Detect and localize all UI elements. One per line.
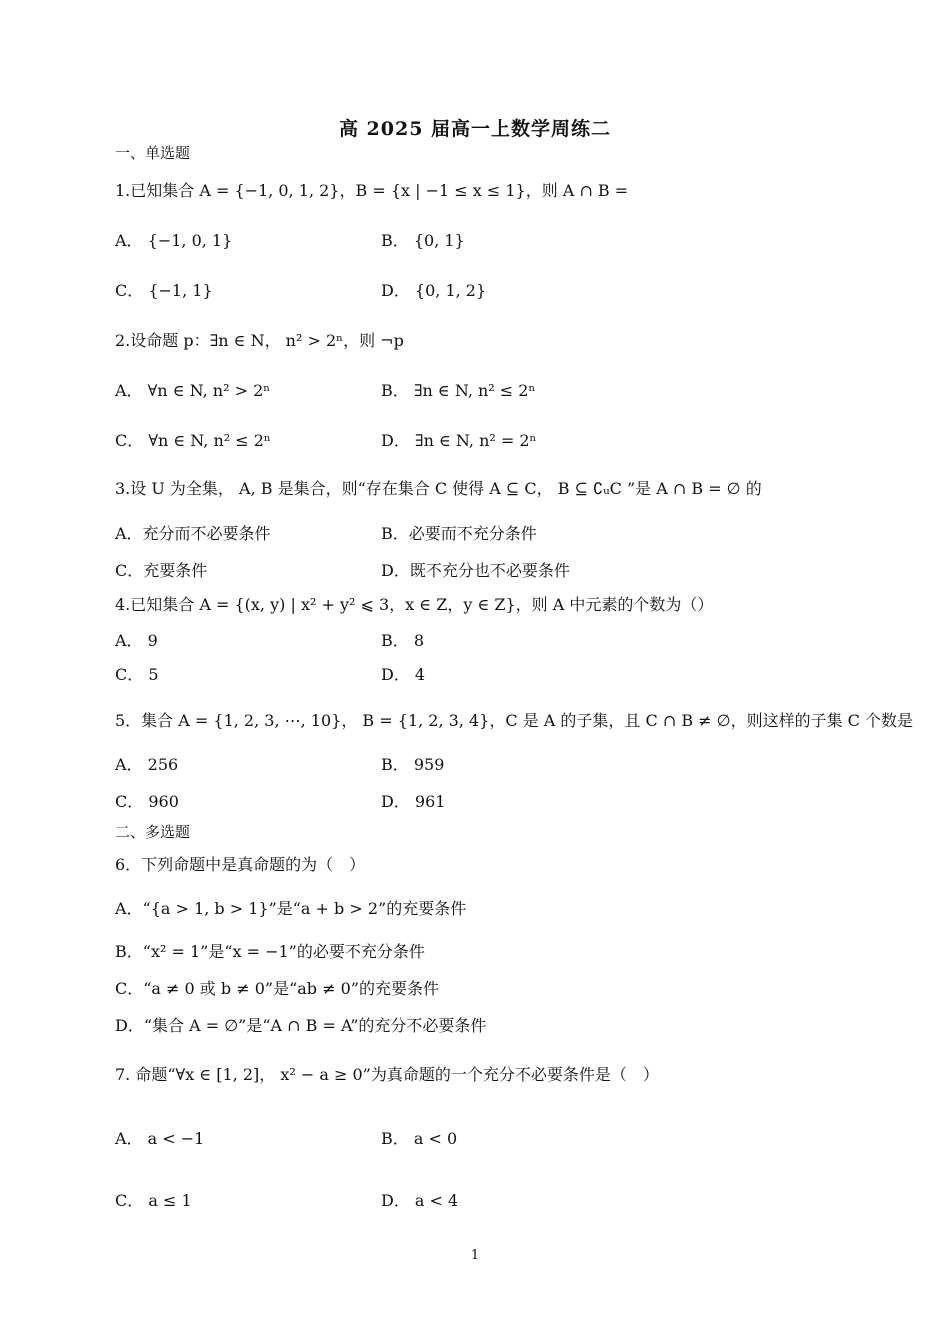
question-4-option-a: A． 9 [115, 631, 158, 650]
question-3-stem: 3.设 U 为全集， A, B 是集合，则“存在集合 C 使得 A ⊆ C， B ⊆ ∁ᵤC ”是 A ∩ B = ∅ 的 [115, 479, 762, 498]
question-2-option-d: D． ∃n ∈ N, n² = 2ⁿ [381, 431, 537, 450]
question-7-stem: 7. 命题“∀x ∈ [1, 2]， x² − a ≥ 0”为真命题的一个充分不必要条件是（ ） [115, 1065, 659, 1084]
question-5-option-a: A． 256 [115, 755, 179, 774]
section-multiple-choice: 二、多选题 [115, 823, 191, 841]
question-6-option-a: A．“{a > 1, b > 1}”是“a + b > 2”的充要条件 [115, 899, 467, 918]
question-2-stem: 2.设命题 p：∃n ∈ N， n² > 2ⁿ，则 ¬p [115, 331, 404, 350]
question-5-stem: 5．集合 A = {1, 2, 3, ⋯, 10}， B = {1, 2, 3, 4}，C 是 A 的子集，且 C ∩ B ≠ ∅，则这样的子集 C 个数是 [115, 711, 914, 730]
question-4-option-c: C． 5 [115, 665, 159, 684]
question-6-option-d: D．“集合 A = ∅”是“A ∩ B = A”的充分不必要条件 [115, 1016, 487, 1035]
question-6-option-b: B．“x² = 1”是“x = −1”的必要不充分条件 [115, 942, 425, 961]
question-7-option-a: A． a < −1 [115, 1129, 205, 1148]
question-3-option-b: B．必要而不充分条件 [381, 524, 537, 543]
question-6-option-c: C．“a ≠ 0 或 b ≠ 0”是“ab ≠ 0”的充要条件 [115, 979, 439, 998]
question-6-stem: 6．下列命题中是真命题的为（ ） [115, 855, 366, 874]
question-1-option-d: D． {0, 1, 2} [381, 281, 487, 300]
question-5-option-d: D． 961 [381, 792, 446, 811]
question-1-option-c: C． {−1, 1} [115, 281, 213, 300]
question-1-option-a: A． {−1, 0, 1} [115, 231, 233, 250]
question-5-option-c: C． 960 [115, 792, 179, 811]
page-number: 1 [470, 1248, 480, 1263]
question-2-option-a: A． ∀n ∈ N, n² > 2ⁿ [115, 381, 271, 400]
page-title: 高 2025 届高一上数学周练二 [338, 118, 612, 140]
question-4-option-d: D． 4 [381, 665, 426, 684]
question-7-option-c: C． a ≤ 1 [115, 1191, 192, 1210]
section-single-choice: 一、单选题 [115, 144, 191, 162]
question-3-option-a: A．充分而不必要条件 [115, 524, 271, 543]
question-2-option-b: B． ∃n ∈ N, n² ≤ 2ⁿ [381, 381, 536, 400]
question-1-stem: 1.已知集合 A = {−1, 0, 1, 2}，B = {x | −1 ≤ x ≤ 1}，则 A ∩ B = [115, 181, 629, 200]
question-2-option-c: C． ∀n ∈ N, n² ≤ 2ⁿ [115, 431, 271, 450]
question-5-option-b: B． 959 [381, 755, 445, 774]
question-4-stem: 4.已知集合 A = {(x, y) | x² + y² ⩽ 3，x ∈ Z，y ∈ Z}，则 A 中元素的个数为（） [115, 595, 714, 614]
question-7-option-d: D． a < 4 [381, 1191, 459, 1210]
question-4-option-b: B． 8 [381, 631, 425, 650]
question-1-option-b: B． {0, 1} [381, 231, 465, 250]
question-3-option-d: D．既不充分也不必要条件 [381, 561, 570, 580]
question-7-option-b: B． a < 0 [381, 1129, 458, 1148]
question-3-option-c: C．充要条件 [115, 561, 208, 580]
